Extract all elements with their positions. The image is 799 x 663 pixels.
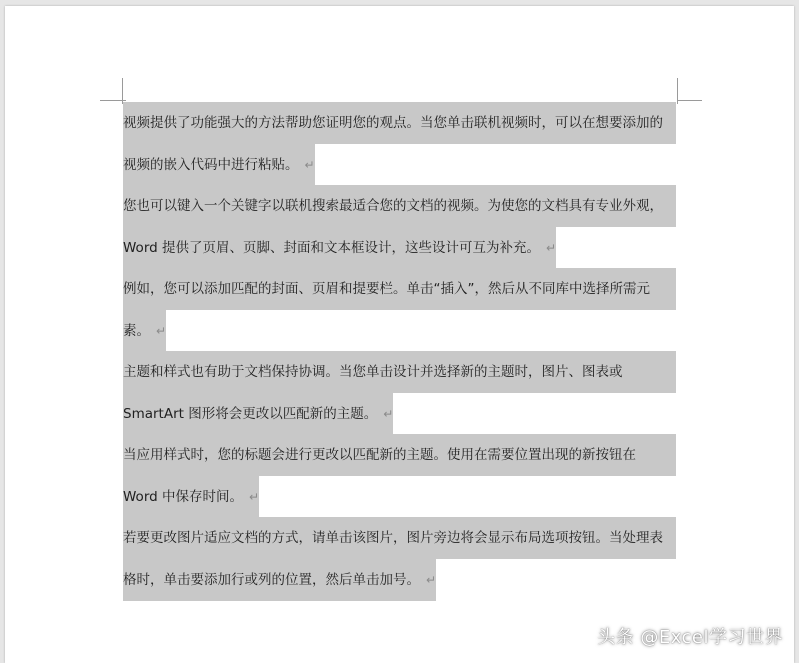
watermark: 头条 @Excel学习世界 [597,627,783,648]
text-line[interactable]: 若要更改图片适应文档的方式，请单击该图片，图片旁边将会显示布局选项按钮。当处理表 [123,517,676,559]
text-line[interactable]: 当应用样式时，您的标题会进行更改以匹配新的主题。使用在需要位置出现的新按钮在 [123,434,676,476]
text-line[interactable]: 视频提供了功能强大的方法帮助您证明您的观点。当您单击联机视频时，可以在想要添加的 [123,102,676,144]
text-line[interactable]: 您也可以键入一个关键字以联机搜索最适合您的文档的视频。为使您的文档具有专业外观， [123,185,676,227]
document-page[interactable] [5,6,794,663]
paragraph-4[interactable] [123,351,683,434]
paragraph-mark-icon: ↵ [546,240,557,255]
text-line[interactable] [123,227,556,269]
text-line-content: SmartArt 图形将会更改以匹配新的主题。 [123,405,378,422]
text-line[interactable] [123,310,166,352]
crop-mark-top-left-v [122,78,123,104]
text-line[interactable] [123,476,259,518]
crop-mark-top-right-v [677,78,678,104]
text-line[interactable] [123,144,315,186]
paragraph-3[interactable] [123,268,683,351]
text-line[interactable] [123,559,436,601]
paragraph-mark-icon: ↵ [304,157,315,172]
paragraph-1[interactable] [123,102,683,185]
paragraph-mark-icon: ↵ [383,406,394,421]
document-body[interactable] [123,102,683,600]
crop-mark-top-right-h [678,100,702,101]
paragraph-2[interactable] [123,185,683,268]
text-line[interactable] [123,393,393,435]
paragraph-mark-icon: ↵ [249,489,260,504]
paragraph-mark-icon: ↵ [426,572,437,587]
text-line-content: 素。 [123,322,150,339]
text-line-content: Word 中保存时间。 [123,488,243,505]
text-line-content: 视频的嵌入代码中进行粘贴。 [123,156,299,173]
paragraph-mark-icon: ↵ [156,323,167,338]
paragraph-5[interactable] [123,434,683,517]
paragraph-6[interactable] [123,517,683,600]
text-line-content: Word 提供了页眉、页脚、封面和文本框设计，这些设计可互为补充。 [123,239,540,256]
text-line-content: 格时，单击要添加行或列的位置，然后单击加号。 [123,571,420,588]
text-line[interactable]: 主题和样式也有助于文档保持协调。当您单击设计并选择新的主题时，图片、图表或 [123,351,676,393]
text-line[interactable]: 例如，您可以添加匹配的封面、页眉和提要栏。单击“插入”，然后从不同库中选择所需元 [123,268,676,310]
